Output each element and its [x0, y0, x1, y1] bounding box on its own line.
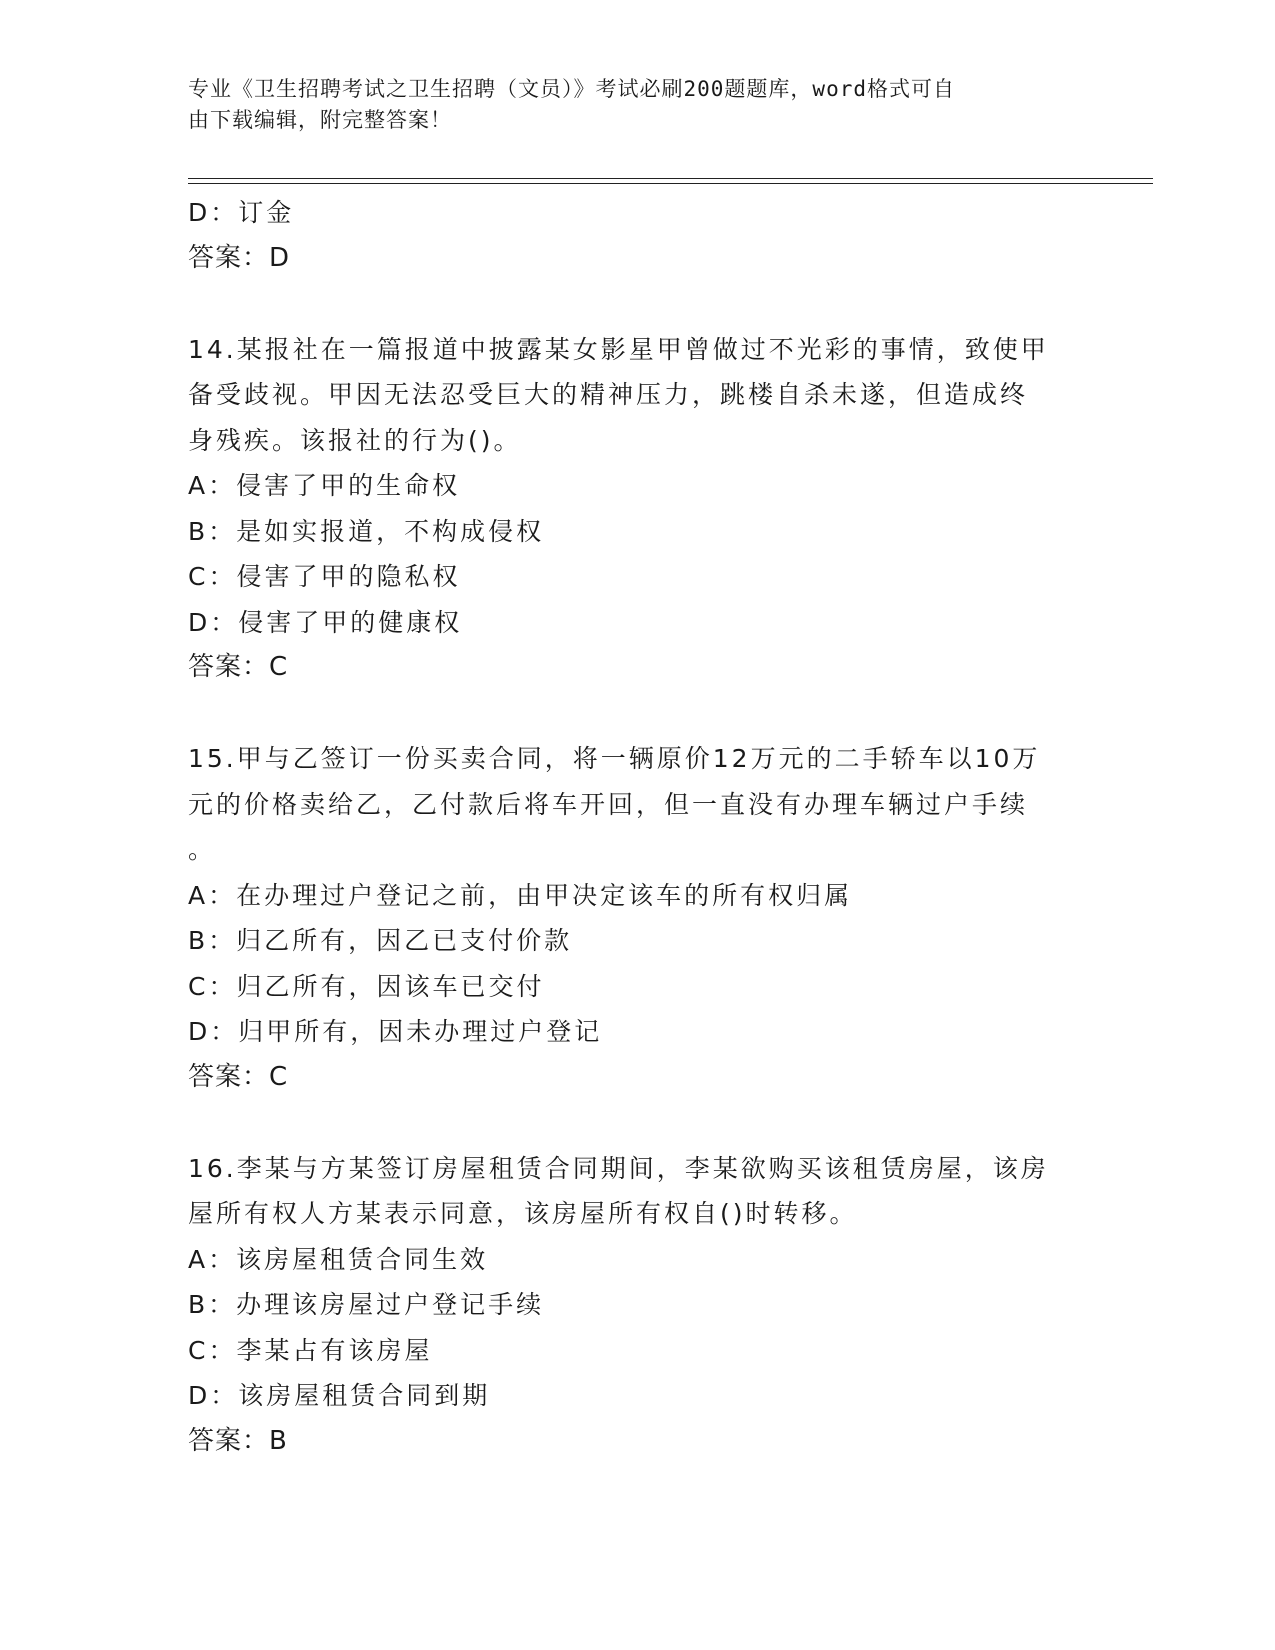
question-14-text-line-1: 14.某报社在一篇报道中披露某女影星甲曾做过不光彩的事情，致使甲: [188, 334, 1049, 364]
question-16-answer: 答案：B: [188, 1425, 288, 1456]
spacer: [188, 281, 1088, 327]
question-16-option-d: D：该房屋租赁合同到期: [188, 1381, 491, 1410]
question-14-text-line-3: 身残疾。该报社的行为()。: [188, 425, 522, 455]
header-line-2: 由下载编辑，附完整答案！: [188, 108, 452, 132]
header-line-1: 专业《卫生招聘考试之卫生招聘（文员）》考试必刷200题题库，word格式可自: [188, 77, 955, 101]
question-14-option-b: B：是如实报道，不构成侵权: [188, 516, 545, 546]
spacer: [188, 1100, 1088, 1146]
question-15-option-b: B：归乙所有，因乙已支付价款: [188, 926, 573, 955]
document-header: [188, 74, 1068, 136]
question-14-text-line-2: 备受歧视。甲因无法忍受巨大的精神压力，跳楼自杀未遂，但造成终: [188, 380, 1029, 409]
question-16-text-line-2: 屋所有权人方某表示同意，该房屋所有权自()时转移。: [188, 1199, 858, 1228]
question-16-text-line-1: 16.李某与方某签订房屋租赁合同期间，李某欲购买该租赁房屋，该房: [188, 1153, 1049, 1183]
question-14-answer: 答案：C: [188, 652, 289, 682]
question-15-option-a: A：在办理过户登记之前，由甲决定该车的所有权归属: [188, 880, 853, 910]
question-16-option-b: B：办理该房屋过户登记手续: [188, 1290, 545, 1319]
document-body: [188, 190, 1088, 1464]
question-16-option-c: C：李某占有该房屋: [188, 1335, 433, 1365]
question-14: [188, 327, 1088, 691]
header-divider-bottom: [188, 183, 1153, 184]
spacer: [188, 691, 1088, 737]
question-15-text-line-3: 。: [188, 835, 217, 864]
header-divider-top: [188, 178, 1153, 179]
question-15-option-d: D：归甲所有，因未办理过户登记: [188, 1017, 603, 1046]
prev-option-d: D：订金: [188, 198, 295, 227]
question-15-text-line-2: 元的价格卖给乙，乙付款后将车开回，但一直没有办理车辆过户手续: [188, 789, 1029, 819]
prev-answer: 答案：D: [188, 242, 291, 273]
question-15: [188, 736, 1088, 1100]
question-14-option-d: D：侵害了甲的健康权: [188, 607, 463, 637]
question-14-option-a: A：侵害了甲的生命权: [188, 471, 461, 500]
question-15-answer: 答案：C: [188, 1061, 289, 1092]
question-16: [188, 1146, 1088, 1465]
question-14-option-c: C：侵害了甲的隐私权: [188, 562, 461, 591]
question-15-option-c: C：归乙所有，因该车已交付: [188, 971, 545, 1001]
question-16-option-a: A：该房屋租赁合同生效: [188, 1244, 489, 1274]
question-15-text-line-1: 15.甲与乙签订一份买卖合同，将一辆原价12万元的二手轿车以10万: [188, 744, 1041, 773]
